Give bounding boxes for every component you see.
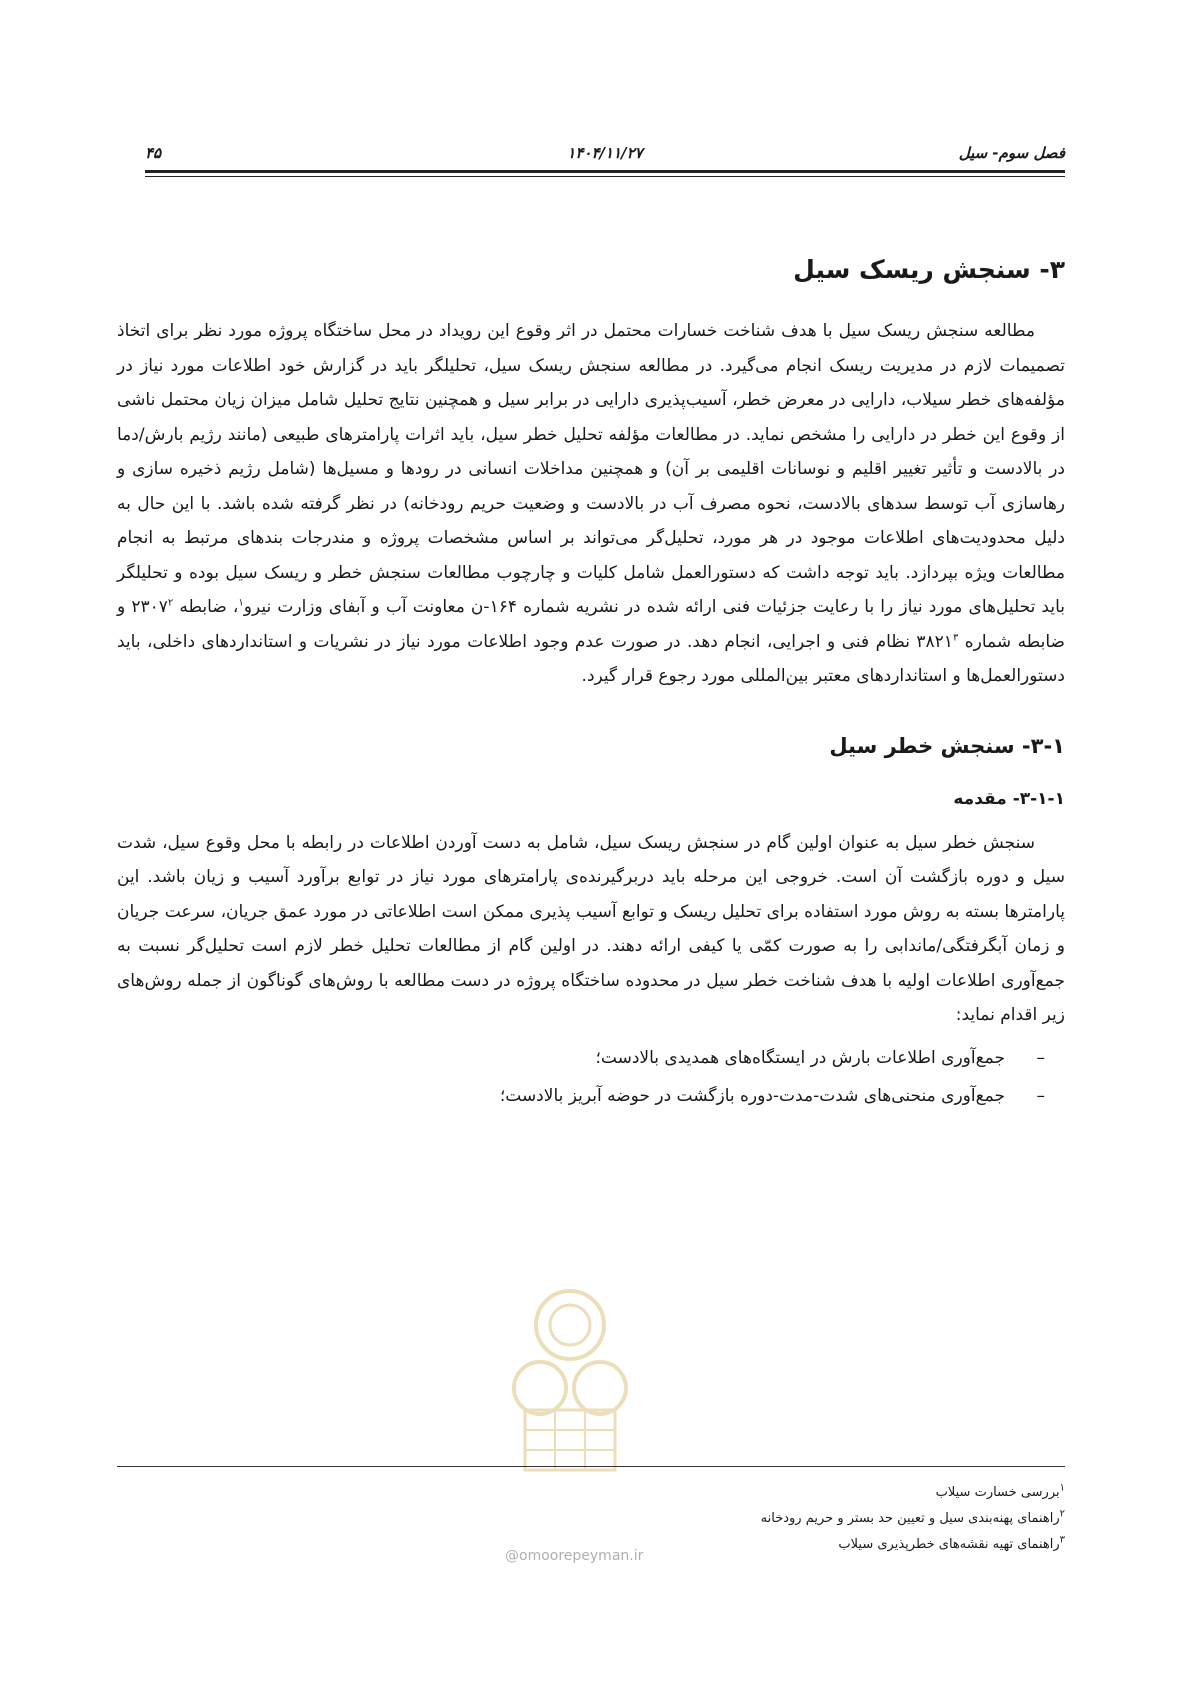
list-dash: – (1036, 1085, 1045, 1106)
header-double-rule (145, 170, 1065, 177)
subsection-paragraph: سنجش خطر سیل به عنوان اولین گام در سنجش ریسک سیل، شامل به دست آوردن اطلاعات در رابطه با محل وقوع سیل، شدت سیل و دوره بازگشت آن است. خروجی این مرحله باید دربرگیرنده‌ی پارامترهای مورد نیاز در توابع برآورد آسیب و زیان باشد. این پارامترها بسته به روش مورد استفاده برای تحلیل ریسک و توابع آسیب پذیری ممکن است اطلاعاتی در مورد عمق جریان، سرعت جریان و زمان آبگرفتگی/ماندابی را به صورت کمّی یا کیفی ارائه دهند. در اولین گام از مطالعات تحلیل خطر لازم است تحلیل‌گر نسبت به جمع‌آوری اطلاعات اولیه با هدف شناخت خطر سیل در محدوده ساختگاه پروژه در دست مطالعه با روش‌های گوناگون از جمله روش‌های زیر اقدام نماید: (117, 832, 1065, 1025)
watermark-stamp-icon (485, 1270, 655, 1485)
list-dash: – (1036, 1047, 1045, 1068)
page-header (145, 138, 1065, 168)
page-body (117, 250, 1065, 1115)
paragraph-text-4: نظام فنی و اجرایی، انجام دهد. در صورت عدم وجود اطلاعات مورد نیاز در نشریات و استانداردهای داخلی، باید دستورالعمل‌ها و استانداردهای معتبر بین‌المللی مورد رجوع قرار گیرد. (117, 631, 1065, 686)
section-heading: ۳- سنجش ریسک سیل (793, 255, 1065, 284)
footnote: $^۲$راهنمای پهنه‌بندی سیل و تعیین حد بستر و حریم رودخانه (760, 1508, 1065, 1526)
method-list (117, 1039, 1065, 1115)
subsection-heading: ۳-۱- سنجش خطر سیل (829, 733, 1065, 758)
watermark-at-icon: @ (505, 1548, 519, 1564)
header-date: ۱۴۰۴/۱۱/۲۷ (567, 144, 643, 162)
page-number: ۴۵ (145, 144, 162, 162)
paragraph-text-1: مطالعه سنجش ریسک سیل با هدف شناخت خسارات محتمل در اثر وقوع این رویداد در محل ساختگاه پروژه مورد نظر برای اتخاذ تصمیمات لازم در مدیریت ریسک انجام می‌گیرد. در مطالعه سنجش ریسک سیل، تحلیلگر باید در گزارش خود اطلاعات مورد نیاز در مؤلفه‌های خطر سیلاب، دارایی در معرض خطر، آسیب‌پذیری دارایی در برابر سیل و همچنین نتایج تحلیل شامل میزان زیان محتمل ناشی از وقوع این خطر در دارایی را مشخص نماید. در مطالعات مؤلفه تحلیل خطر سیل، باید اثرات پارامترهای طبیعی (مانند رژیم بارش/دما در بالادست و تأثیر تغییر اقلیم و نوسانات اقلیمی بر آن) و همچنین مداخلات انسانی در رودها و مسیل‌ها (شامل رژیم ذخیره سازی و رهاسازی آب توسط سدهای بالادست، نحوه مصرف آب در بالادست و وضعیت حریم رودخانه) در نظر گرفته شده باشد. با این حال به دلیل محدودیت‌های اطلاعات موجود در هر مورد، تحلیل‌گر می‌تواند بر اساس مشخصات پروژه و مندرجات بندهای مرتبط به انجام مطالعات ویژه بپردازد. باید توجه داشت که دستورالعمل شامل کلیات و چارچوب مطالعات سنجش خطر و ریسک سیل بوده و تحلیلگر باید تحلیل‌های مورد نیاز را با رعایت جزئیات فنی ارائه شده در نشریه شماره ۱۶۴-ن معاونت آب و آبفای وزارت نیرو (117, 321, 1066, 617)
footnote-rule (117, 1466, 1065, 1467)
footnote: $^۱$بررسی خسارت سیلاب (935, 1482, 1065, 1500)
subsubsection-heading: ۳-۱-۱- مقدمه (953, 788, 1065, 809)
list-item-text: جمع‌آوری اطلاعات بارش در ایستگاه‌های همدیدی بالادست؛ (595, 1047, 1005, 1068)
footnotes (117, 1480, 1065, 1558)
watermark-site: @omoorepeyman.ir (505, 1548, 644, 1564)
footnote-mark-3: ۳ (952, 631, 959, 643)
list-item-text: جمع‌آوری منحنی‌های شدت-مدت-دوره بازگشت در حوضه آبریز بالادست؛ (499, 1085, 1005, 1106)
footnote: $^۳$راهنمای تهیه نقشه‌های خطرپذیری سیلاب (838, 1534, 1065, 1552)
footnote-mark-1: ۱ (238, 597, 244, 609)
section-paragraph (117, 314, 1065, 694)
list-item (117, 1077, 1045, 1115)
footnote-mark-2: ۲ (167, 597, 174, 609)
chapter-title: فصل سوم- سیل (958, 144, 1065, 162)
list-item (117, 1039, 1045, 1077)
paragraph-text-2: ، ضابطه ۲۳۰۷ (131, 597, 239, 617)
paragraph-text-3: و ضابطه شماره ۳۸۲۱ (117, 597, 1065, 652)
